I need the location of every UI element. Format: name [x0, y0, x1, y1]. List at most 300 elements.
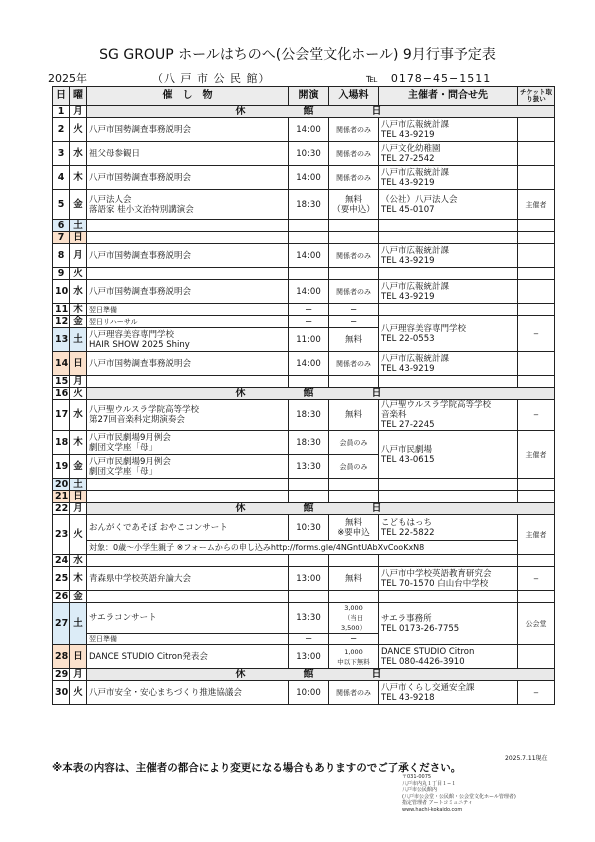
event-cell: [87, 304, 289, 316]
event-cell: [87, 515, 289, 541]
time-cell: 13:00: [289, 567, 329, 591]
org-text: こどもはっち: [381, 517, 433, 528]
event-text: DANCE STUDIO Citron発表会: [89, 651, 208, 662]
tel-text: TEL 43-9219: [381, 255, 435, 266]
fee-text: 1,000: [344, 647, 363, 656]
time-cell: [289, 232, 329, 244]
time-cell: 14:00: [289, 166, 329, 190]
footer-info-line: 指定管理者 アートコミュニティ: [402, 800, 473, 806]
table-row: [53, 190, 555, 220]
event2-text: 劇団文学座「母」: [89, 442, 158, 453]
header-admission: 入場料: [329, 87, 379, 106]
event-text: サエラコンサート: [89, 613, 157, 623]
table-row: [53, 268, 555, 280]
table-row: [53, 479, 555, 491]
header-event: 催 し 物: [87, 87, 289, 106]
ticket-cell: [518, 118, 555, 142]
day-cell: 25: [53, 567, 70, 591]
day-cell: 4: [53, 166, 70, 190]
event-cell: [87, 681, 289, 705]
event-text: 八戸市民劇場9月例会: [89, 432, 171, 443]
event-cell: [87, 190, 289, 220]
header-start: 開演: [289, 87, 329, 106]
ticket-cell: [518, 232, 555, 244]
sub-event-cell: 翌日準備: [87, 634, 289, 645]
fee-cell: [329, 479, 379, 491]
day-cell: 20: [53, 479, 70, 491]
event-cell: [87, 244, 289, 268]
weekday-cell: 金: [70, 316, 87, 328]
table-row: [53, 503, 555, 515]
fee2-text: ※要申込: [337, 527, 370, 538]
fee-cell: [329, 220, 379, 232]
event-cell: [87, 328, 289, 352]
fee-text: 無料: [344, 334, 362, 345]
event-cell: [87, 166, 289, 190]
time-cell: [289, 479, 329, 491]
day-cell: 9: [53, 268, 70, 280]
day-cell: 27: [53, 603, 70, 645]
ticket-cell: [518, 244, 555, 268]
closed-cell: 休 館 日: [87, 388, 555, 400]
org-text: 八戸市中学校英語教育研究会: [381, 568, 492, 579]
footer-info-line: (八戸市公会堂・公民館・公会堂文化ホール管理者): [402, 793, 516, 800]
day-cell: 10: [53, 280, 70, 304]
footer-info-line: 八戸市公民館内: [402, 787, 438, 793]
event-cell: [87, 479, 289, 491]
org-text: 八戸聖ウルスラ学院高等学校: [381, 400, 491, 410]
weekday-cell: 金: [70, 455, 87, 479]
day-cell: 21: [53, 491, 70, 503]
tel-text: TEL 22-0553: [381, 333, 435, 344]
fee2-text: 中以下無料: [337, 657, 370, 666]
event-cell: [87, 376, 289, 388]
ticket-cell: [518, 591, 555, 603]
table-row: [53, 142, 555, 166]
event2-text: 落語家 桂小文治特別講演会: [89, 204, 194, 215]
event-text: 八戸市国勢調査事務説明会: [89, 250, 192, 261]
table-row: [53, 376, 555, 388]
weekday-cell: 日: [70, 352, 87, 376]
fee-cell: [329, 431, 379, 455]
fee3-text: 3,500）: [340, 624, 367, 632]
org-text: 八戸理容美容専門学校: [381, 323, 467, 334]
org-text: 八戸市民劇場: [381, 444, 433, 455]
ticket-cell: [518, 645, 555, 669]
event-text: 八戸市安全・安心まちづくり推進協議会: [89, 687, 242, 698]
issued-date: 2025.7.11現在: [505, 755, 548, 762]
organizer-cell: [379, 567, 518, 591]
tel-text: TEL 22-5822: [381, 527, 435, 538]
event-cell: [87, 400, 289, 431]
closed-cell: 休 館 日: [87, 106, 555, 118]
weekday-cell: 月: [70, 669, 87, 681]
fee-cell: [329, 244, 379, 268]
event-cell: [87, 455, 289, 479]
organizer-cell: [379, 376, 518, 388]
fee-cell: [329, 400, 379, 431]
day-cell: 29: [53, 669, 70, 681]
table-row: [53, 220, 555, 232]
ticket-cell: [518, 220, 555, 232]
tel-text: TEL 43-0615: [381, 454, 435, 465]
table-row: [53, 555, 555, 567]
time-cell: 13:30: [289, 603, 329, 634]
time-cell: −: [289, 316, 329, 328]
fee-text: 関係者のみ: [336, 359, 371, 368]
organizer-cell: [379, 479, 518, 491]
time-cell: 14:00: [289, 280, 329, 304]
schedule-table: [52, 86, 555, 705]
tel-text: TEL 080-4426-3910: [381, 656, 465, 667]
ticket-cell: [518, 491, 555, 503]
organizer-cell: [379, 645, 518, 669]
fee-cell: [329, 316, 379, 328]
table-row: [53, 645, 555, 669]
organizer-cell: [379, 142, 518, 166]
event-text: 八戸市民劇場9月例会: [89, 456, 171, 467]
table-row: [53, 669, 555, 681]
event-text: 翌日リハーサル: [89, 317, 138, 326]
organizer-cell: [379, 166, 518, 190]
time-cell: 18:30: [289, 400, 329, 431]
header-ticket: チケット取り扱い: [518, 87, 555, 106]
event-text: 翌日準備: [89, 305, 117, 314]
tel-text: TEL 45-0107: [381, 204, 435, 215]
weekday-cell: 金: [70, 190, 87, 220]
tel-text: TEL 0173-26-7755: [381, 623, 460, 634]
fee-text: 3,000: [344, 604, 363, 612]
org-text: 八戸文化幼稚園: [381, 143, 441, 154]
page-title: SG GROUP ホールはちのへ(公会堂文化ホール) 9月行事予定表: [99, 47, 496, 63]
fee-cell: [329, 515, 379, 541]
weekday-cell: 土: [70, 603, 87, 645]
organizer-cell: [379, 268, 518, 280]
tel-text: TEL 27-2542: [381, 153, 435, 164]
weekday-cell: 土: [70, 328, 87, 352]
org-text: DANCE STUDIO Citron: [381, 646, 475, 657]
time-cell: 10:00: [289, 681, 329, 705]
table-row: [53, 118, 555, 142]
tel-text: TEL 70-1570 白山台中学校: [381, 578, 489, 589]
time-cell: [289, 591, 329, 603]
weekday-cell: 火: [70, 515, 87, 555]
weekday-cell: 土: [70, 479, 87, 491]
fee-cell: [329, 232, 379, 244]
table-row: [53, 316, 555, 328]
organizer-cell: [379, 220, 518, 232]
day-cell: 2: [53, 118, 70, 142]
ticket-cell: 主催者: [518, 431, 555, 479]
fee-text: −: [349, 304, 358, 315]
weekday-cell: 火: [70, 388, 87, 400]
fee-text: 関係者のみ: [336, 149, 371, 158]
event-cell: [87, 645, 289, 669]
time-cell: 14:00: [289, 352, 329, 376]
fee-cell: [329, 280, 379, 304]
table-row: [53, 431, 555, 455]
sub-time-cell: −: [289, 634, 329, 645]
note-row: [53, 541, 555, 555]
fee-text: 会員のみ: [339, 462, 368, 471]
ticket-cell: −: [518, 316, 555, 352]
table-row: [53, 166, 555, 190]
table-row: [53, 400, 555, 431]
event-cell: [87, 232, 289, 244]
event-text: 八戸聖ウルスラ学院高等学校: [89, 405, 199, 415]
ticket-cell: [518, 479, 555, 491]
organizer-cell: [379, 515, 518, 541]
weekday-cell: 金: [70, 591, 87, 603]
tel-text: TEL 43-9219: [381, 129, 435, 140]
organizer-cell: [379, 304, 518, 316]
event-cell: [87, 352, 289, 376]
org-text: 八戸市広報統計課: [381, 245, 450, 256]
event-cell: [87, 142, 289, 166]
fee-cell: [329, 555, 379, 567]
time-cell: [289, 555, 329, 567]
weekday-cell: 日: [70, 232, 87, 244]
day-cell: 1: [53, 106, 70, 118]
event-cell: [87, 316, 289, 328]
organizer-cell: [379, 591, 518, 603]
header-weekday: 曜: [70, 87, 87, 106]
day-cell: 16: [53, 388, 70, 400]
weekday-cell: 水: [70, 142, 87, 166]
day-cell: 23: [53, 515, 70, 555]
org-text: （公社）八戸法人会: [381, 194, 458, 205]
time-cell: 14:00: [289, 118, 329, 142]
closed-cell: 休 館 日: [87, 503, 555, 515]
footnote: ※本表の内容は、主催者の都合により変更になる場合もありますのでご了承ください。: [52, 762, 462, 774]
fee-cell: [329, 591, 379, 603]
organizer-cell: [379, 352, 518, 376]
fee-cell: [329, 118, 379, 142]
day-cell: 5: [53, 190, 70, 220]
day-cell: 13: [53, 328, 70, 352]
time-cell: −: [289, 304, 329, 316]
event-text: 青森県中学校英語弁論大会: [89, 573, 192, 584]
event-cell: [87, 555, 289, 567]
organizer-cell: [379, 232, 518, 244]
weekday-cell: 月: [70, 376, 87, 388]
weekday-cell: 木: [70, 431, 87, 455]
fee-cell: [329, 376, 379, 388]
organizer-cell: [379, 244, 518, 268]
weekday-cell: 火: [70, 268, 87, 280]
weekday-cell: 月: [70, 244, 87, 268]
event-text: 八戸市国勢調査事務説明会: [89, 286, 192, 297]
event-note: 対象：0歳〜小学生親子 ※フォームからの申し込みhttp://forms.gle/4NGntUAbXvCooKxN8: [87, 541, 518, 555]
ticket-cell: [518, 555, 555, 567]
ticket-cell: −: [518, 681, 555, 705]
ticket-cell: [518, 304, 555, 316]
event-text: 八戸市国勢調査事務説明会: [89, 172, 192, 183]
fee-text: 関係者のみ: [336, 287, 371, 296]
event-cell: [87, 268, 289, 280]
organizer-cell: [379, 316, 518, 352]
fee-text: 関係者のみ: [336, 173, 371, 182]
weekday-cell: 水: [70, 555, 87, 567]
tel-text: TEL 43-9219: [381, 177, 435, 188]
table-row: [53, 491, 555, 503]
fee-cell: [329, 328, 379, 352]
time-cell: [289, 268, 329, 280]
day-cell: 3: [53, 142, 70, 166]
event-text: 八戸法人会: [89, 194, 132, 205]
fee-text: 関係者のみ: [336, 125, 371, 134]
event-cell: [87, 118, 289, 142]
weekday-cell: 水: [70, 280, 87, 304]
fee-cell: [329, 681, 379, 705]
fee-cell: [329, 190, 379, 220]
day-cell: 11: [53, 304, 70, 316]
day-cell: 15: [53, 376, 70, 388]
event-cell: [87, 220, 289, 232]
org-text: 八戸市広報統計課: [381, 353, 450, 364]
ticket-cell: [518, 166, 555, 190]
event-cell: [87, 567, 289, 591]
fee-text: 無料: [344, 194, 362, 205]
table-row: [53, 304, 555, 316]
day-cell: 17: [53, 400, 70, 431]
event-cell: [87, 431, 289, 455]
event-text: おんがくであそぼ おやこコンサート: [89, 522, 228, 533]
weekday-cell: 火: [70, 681, 87, 705]
table-row: [53, 681, 555, 705]
fee-cell: [329, 166, 379, 190]
table-row: [53, 567, 555, 591]
event2-text: HAIR SHOW 2025 Shiny: [89, 339, 190, 350]
ticket-cell: −: [518, 400, 555, 431]
org-text: サエラ事務所: [381, 613, 432, 624]
event-text: 祖父母参観日: [89, 148, 141, 159]
fee-text: 無料: [344, 517, 362, 528]
ticket-cell: [518, 268, 555, 280]
organizer-cell: [379, 400, 518, 431]
weekday-cell: 木: [70, 567, 87, 591]
ticket-cell: [518, 280, 555, 304]
fee-text: 無料: [344, 573, 362, 584]
event-cell: [87, 603, 289, 634]
event-cell: [87, 280, 289, 304]
footer-info-line: 〒031-0075: [402, 774, 432, 780]
header-organizer: 主催者・問合せ先: [379, 87, 518, 106]
venue-label: （八 戸 市 公 民 館）: [152, 72, 271, 85]
day-cell: 7: [53, 232, 70, 244]
fee-text: 関係者のみ: [336, 688, 371, 697]
organizer-cell: [379, 280, 518, 304]
fee-text: 無料: [344, 410, 362, 420]
fee-cell: [329, 268, 379, 280]
day-cell: 18: [53, 431, 70, 455]
day-cell: 14: [53, 352, 70, 376]
fee-cell: [329, 603, 379, 634]
footer-info: [402, 774, 516, 813]
event2-text: 第27回音楽科定期演奏会: [89, 415, 185, 425]
organizer-cell: [379, 603, 518, 645]
ticket-cell: 主催者: [518, 190, 555, 220]
org-text: 八戸市くらし交通安全課: [381, 682, 475, 693]
fee2-text: （当日: [343, 614, 364, 622]
event-text: 八戸市国勢調査事務説明会: [89, 358, 192, 369]
fee2-text: （要申込）: [332, 204, 375, 215]
fee-cell: [329, 455, 379, 479]
table-row: [53, 280, 555, 304]
table-row: [53, 244, 555, 268]
day-cell: 30: [53, 681, 70, 705]
footer-info-line: www.hachi-kokaido.com: [402, 806, 463, 813]
org-text: 八戸市広報統計課: [381, 167, 450, 178]
fee-text: 会員のみ: [339, 438, 368, 447]
event-cell: [87, 491, 289, 503]
sub-fee-cell: −: [329, 634, 379, 645]
fee-cell: [329, 491, 379, 503]
tel-text: TEL 43-9219: [381, 291, 435, 302]
org-text: 八戸市広報統計課: [381, 281, 450, 292]
day-cell: 26: [53, 591, 70, 603]
fee-text: −: [349, 316, 358, 327]
day-cell: 28: [53, 645, 70, 669]
org-text: 八戸市広報統計課: [381, 119, 450, 130]
day-cell: 24: [53, 555, 70, 567]
org2-text: 音楽科: [381, 410, 407, 420]
organizer-cell: [379, 555, 518, 567]
table-row: [53, 603, 555, 634]
time-cell: 10:30: [289, 515, 329, 541]
ticket-cell: [518, 352, 555, 376]
weekday-cell: 土: [70, 220, 87, 232]
footer-info-line: 八戸市内丸１丁目１−１: [402, 780, 457, 787]
organizer-cell: [379, 681, 518, 705]
time-cell: 18:30: [289, 431, 329, 455]
time-cell: 13:30: [289, 455, 329, 479]
time-cell: 13:00: [289, 645, 329, 669]
fee-cell: [329, 142, 379, 166]
ticket-cell: [518, 376, 555, 388]
day-cell: 8: [53, 244, 70, 268]
weekday-cell: 月: [70, 503, 87, 515]
fee-cell: [329, 645, 379, 669]
venue-tel: ℡ 0178−45−1511: [366, 72, 492, 85]
fee-cell: [329, 567, 379, 591]
organizer-cell: [379, 190, 518, 220]
table-row: [53, 106, 555, 118]
weekday-cell: 木: [70, 304, 87, 316]
time-cell: 14:00: [289, 244, 329, 268]
organizer-cell: [379, 118, 518, 142]
closed-cell: 休 館 日: [87, 669, 555, 681]
time-cell: [289, 220, 329, 232]
ticket-cell: [518, 142, 555, 166]
event-text: 八戸市国勢調査事務説明会: [89, 124, 192, 135]
weekday-cell: 月: [70, 106, 87, 118]
day-cell: 19: [53, 455, 70, 479]
organizer-cell: [379, 431, 518, 479]
ticket-cell: 公会堂: [518, 603, 555, 645]
event-text: 八戸理容美容専門学校: [89, 329, 175, 340]
table-row: [53, 388, 555, 400]
table-row: [53, 232, 555, 244]
ticket-cell: 主催者: [518, 515, 555, 555]
tel-text: TEL 27-2245: [381, 420, 435, 430]
event-cell: [87, 591, 289, 603]
time-cell: [289, 491, 329, 503]
day-cell: 12: [53, 316, 70, 328]
header-row: [53, 87, 555, 106]
fee-cell: [329, 352, 379, 376]
fee-cell: [329, 304, 379, 316]
